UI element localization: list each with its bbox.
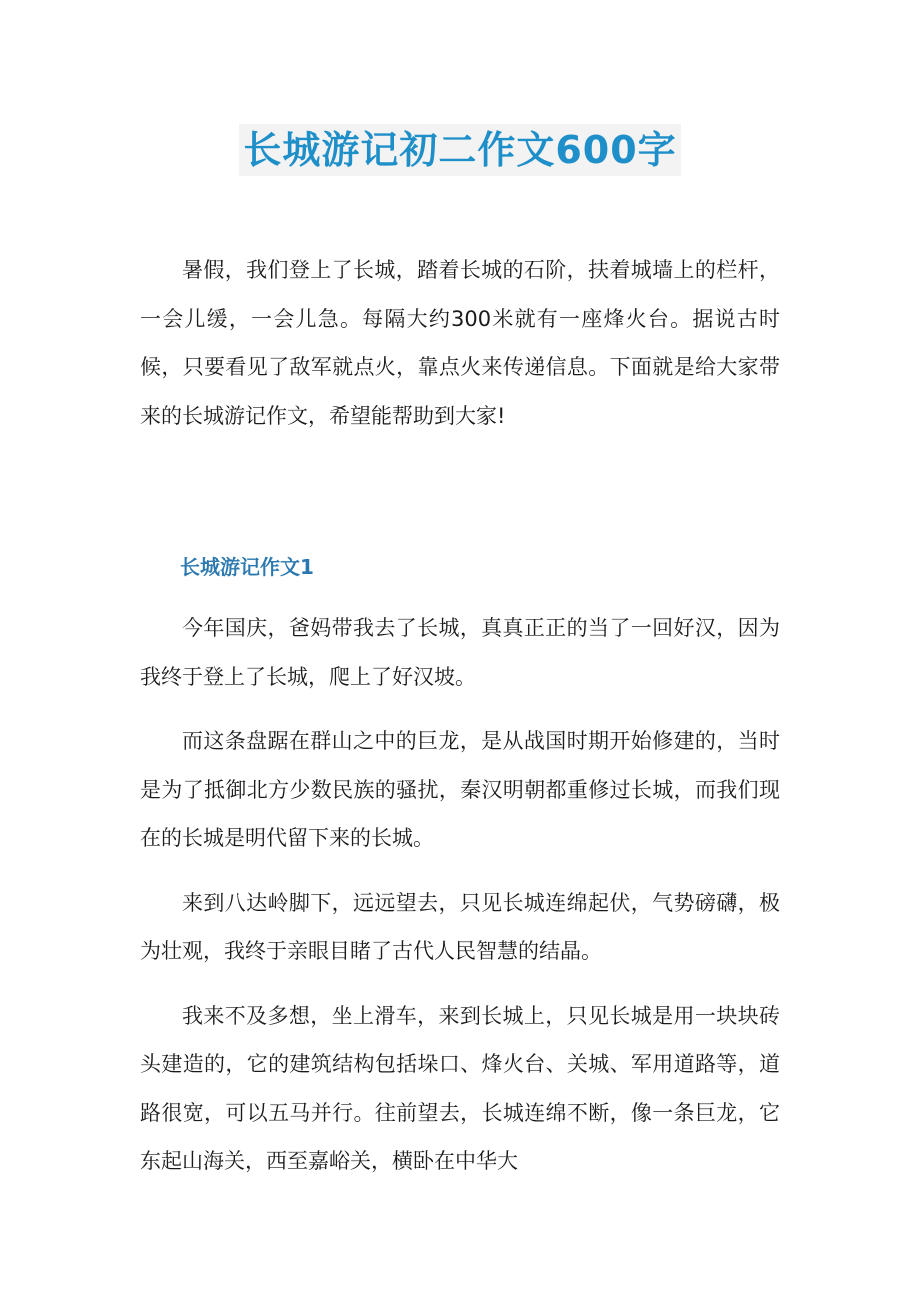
document-title: 长城游记初二作文600字 xyxy=(239,124,680,176)
body-paragraph-1: 今年国庆，爸妈带我去了长城，真真正正的当了一回好汉，因为我终于登上了长城，爬上了好汉坡。 xyxy=(140,616,780,689)
intro-paragraph: 暑假，我们登上了长城，踏着长城的石阶，扶着城墙上的栏杆，一会儿缓，一会儿急。每隔大约300米就有一座烽火台。据说古时候，只要看见了敌军就点火，靠点火来传递信息。下面就是给大家带来的长城游记作文，希望能帮助到大家! xyxy=(140,258,780,428)
section-heading: 长城游记作文1 xyxy=(180,555,314,579)
body-paragraph-4: 我来不及多想，坐上滑车，来到长城上，只见长城是用一块块砖头建造的，它的建筑结构包括垛口、烽火台、关城、军用道路等，道路很宽，可以五马并行。往前望去，长城连绵不断，像一条巨龙，它东起山海关，西至嘉峪关，横卧在中华大 xyxy=(140,1003,780,1173)
body-paragraph-3: 来到八达岭脚下，远远望去，只见长城连绵起伏，气势磅礴，极为壮观，我终于亲眼目睹了古代人民智慧的结晶。 xyxy=(140,890,780,963)
title-block xyxy=(0,124,920,176)
document-body xyxy=(140,246,780,1186)
body-paragraph-2: 而这条盘踞在群山之中的巨龙，是从战国时期开始修建的，当时是为了抵御北方少数民族的骚扰，秦汉明朝都重修过长城，而我们现在的长城是明代留下来的长城。 xyxy=(140,729,780,850)
